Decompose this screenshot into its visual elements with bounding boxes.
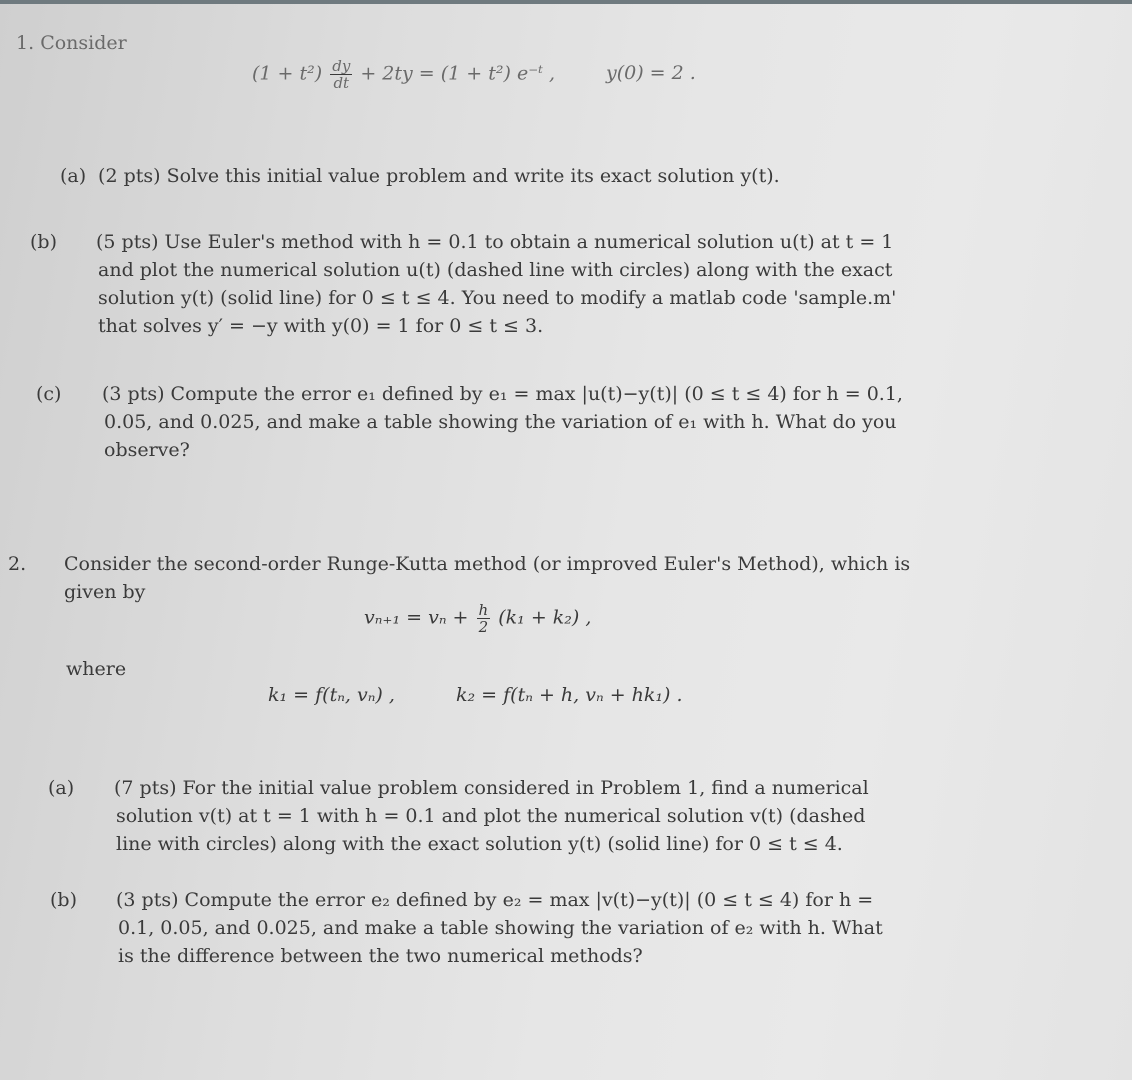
rk2-formula-h: h xyxy=(478,601,489,619)
problem-1-part-b xyxy=(30,228,914,340)
equation-rest: + 2ty = (1 + t²) e⁻ᵗ , xyxy=(360,62,556,85)
equation-derivative xyxy=(330,58,352,91)
top-edge-strip xyxy=(0,0,1132,4)
problem-1-part-a xyxy=(60,162,880,190)
initial-condition: y(0) = 2 . xyxy=(606,62,696,84)
part-label: (a) xyxy=(60,165,87,187)
part-text: (3 pts) Compute the error e₂ defined by e₂ = max |v(t)−y(t)| (0 ≤ t ≤ 4) for h = 0.1, 0.05, and 0.025, and make a table showing the variation of e₂ with h. What is the difference between the two numerical methods? xyxy=(116,889,883,967)
part-text: (5 pts) Use Euler's method with h = 0.1 to obtain a numerical solution u(t) at t = 1 and plot the numerical solution u(t) (dashed line with circles) along with the exact solution y(t) (solid line) for 0 ≤ t ≤ 4. You need to modify a matlab code 'sample.m' that solves y′ = −y with y(0) = 1 for 0 ≤ t ≤ 3. xyxy=(96,231,897,337)
part-b-block xyxy=(50,886,904,970)
part-text: (7 pts) For the initial value problem considered in Problem 1, find a numerical solution v(t) at t = 1 with h = 0.1 and plot the numerical solution v(t) (dashed line with circles) along with the exact solution y(t) (solid line) for 0 ≤ t ≤ 4. xyxy=(114,777,869,855)
rk2-formula-right: (k₁ + k₂) , xyxy=(498,606,592,629)
rk2-formula-two: 2 xyxy=(478,618,489,636)
equation-dt: dt xyxy=(333,74,350,92)
problem-1-number: 1. xyxy=(16,32,35,54)
where-label: where xyxy=(66,658,127,680)
problem-2-part-b xyxy=(50,886,904,970)
part-label: (a) xyxy=(48,777,75,799)
equation-dy: dy xyxy=(332,57,351,75)
part-label: (b) xyxy=(50,889,77,911)
problem-2-number: 2. xyxy=(8,553,27,575)
part-c-block xyxy=(36,380,915,464)
k2-definition: k₂ = f(tₙ + h, vₙ + hk₁) . xyxy=(456,684,683,706)
k1-definition: k₁ = f(tₙ, vₙ) , xyxy=(268,684,395,706)
problem-1-heading-text: Consider xyxy=(40,32,127,54)
part-label: (c) xyxy=(36,383,62,405)
problem-1-equation xyxy=(252,58,555,91)
part-text: (2 pts) Solve this initial value problem and write its exact solution y(t). xyxy=(98,165,780,187)
part-a-block xyxy=(48,774,902,858)
part-text: (3 pts) Compute the error e₁ defined by e₁ = max |u(t)−y(t)| (0 ≤ t ≤ 4) for h = 0.1, 0.05, and 0.025, and make a table showing the variation of e₁ with h. What do you observe? xyxy=(102,383,903,461)
problem-1-part-c xyxy=(36,380,915,464)
part-b-block xyxy=(30,228,914,340)
problem-2-intro-text: Consider the second-order Runge-Kutta method (or improved Euler's Method), which is given by xyxy=(64,553,911,603)
problem-1-heading xyxy=(16,30,127,57)
problem-2-part-a xyxy=(48,774,902,858)
part-label: (b) xyxy=(30,231,57,253)
rk2-formula-fraction xyxy=(477,602,491,635)
problem-2-intro xyxy=(8,550,916,606)
rk2-formula xyxy=(364,602,591,635)
rk2-formula-left: vₙ₊₁ = vₙ + xyxy=(364,606,469,629)
equation-lhs-factor: (1 + t²) xyxy=(252,62,323,85)
problem-2-intro-block xyxy=(8,550,916,606)
